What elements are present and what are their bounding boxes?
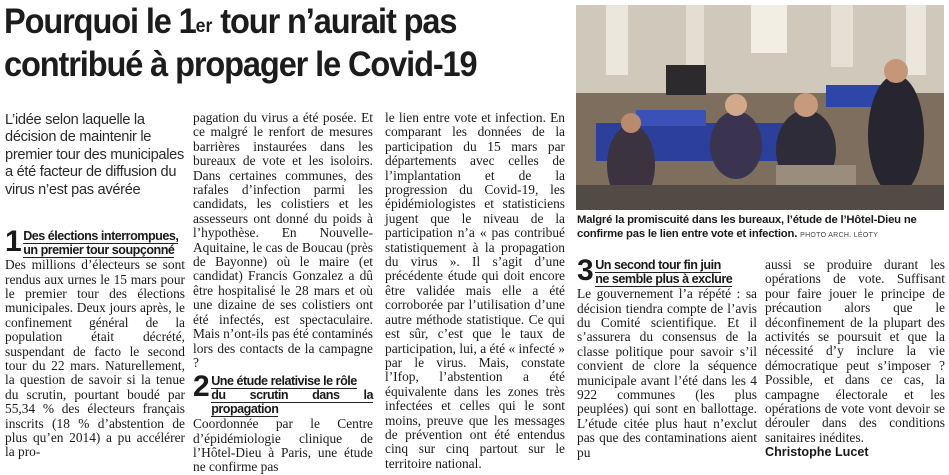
section-title-line: ne semble plus à exclure — [595, 271, 733, 286]
section-1-text-a: Des millions d’électeurs se sont rendus aux urnes le 15 mars pour le premier tour des élections municipales. Deux jours après, le confinement général de la population était décrété, suspendant de facto le second tour du 22 mars. Naturellement, la question de savoir si la tenue du scrutin, pourtant boudé par 55,34 % des électeurs français inscrits (18 % d’abstention de plus qu’en 2014) a pu accélérer la pro- — [5, 257, 185, 460]
section-1-text-b: pagation du virus a été posée. Et ce malgré le renfort de mesures barrières instaurées dans les bureaux de vote et les isoloirs. Dans certaines communes, des rafales d’infection parmi les candidats, les colistiers et les assesseurs ont donné du poids à l’hypothèse. En Nouvelle-Aquitaine, le cas de Boucau (près de Bayonne) où le maire (et candidat) Francis Gonzalez a dû être hospitalisé le 28 mars et où une dizaine de ses colistiers ont été infectés, est spectaculaire. Mais n’ont-ils pas été contaminés lors des contacts de la campagne ? — [193, 110, 373, 370]
headline-line-1 — [4, 0, 534, 43]
section-heading-1 — [5, 225, 185, 258]
section-2-text-a: Coordonnée par le Centre d’épidémiologie clinique de l’Hôtel-Dieu à Paris, une étude ne confirme pas — [193, 416, 373, 475]
headline-part: tour n’aurait pas — [212, 2, 457, 41]
section-3-text-b: aussi se produire durant les opérations de vote. Suffisant pour faire jouer le principe de précaution alors que le déconfinement de la plupart des activités se poursuit et que la nécessité d’y inclure la vie démocratique peut s’imposer ? Possible, et dans ce cas, la campagne électorale et les opérations de vote vont devoir se dérouler dans des conditions sanitaires inédites. — [765, 257, 945, 445]
photo-illustration — [576, 5, 944, 210]
section-number: 1 — [5, 225, 22, 258]
article-headline — [4, 0, 534, 86]
section-title — [23, 229, 178, 257]
column-5 — [765, 258, 945, 460]
photo-credit: PHOTO ARCH. LÉOTY — [800, 232, 879, 239]
section-title-line: du scrutin dans la propagation — [211, 387, 373, 416]
polling-station-photo — [576, 5, 944, 210]
photo-caption — [577, 213, 945, 243]
section-title-line: un premier tour soupçonné — [23, 242, 175, 257]
section-number: 3 — [577, 254, 594, 287]
section-heading-3 — [577, 254, 757, 287]
section-title — [211, 374, 373, 416]
headline-part: Pourquoi le 1 — [4, 2, 196, 41]
headline-superscript: er — [195, 16, 213, 37]
caption-text: Malgré la promiscuité dans les bureaux, l’étude de l’Hôtel-Dieu ne confirme pas le lien entre vote et infection. — [577, 214, 917, 240]
column-3 — [385, 111, 565, 471]
section-number: 2 — [193, 370, 210, 404]
headline-line-2: contribué à propager le Covid-19 — [4, 45, 477, 84]
section-heading-2 — [193, 370, 373, 416]
section-title — [595, 258, 732, 286]
column-2 — [193, 111, 373, 475]
section-3-text-a: Le gouvernement l’a répété : sa décision tiendra compte de l’avis du Comité scientifique. Et il s’assurera du consensus de la classe politique pour savoir s’il convient de clore la séquence municipale avant l’été dans les 4 922 communes (les plus peuplées) qui sont en ballottage. L’étude citée plus haut n’exclut pas que des contaminations aient pu — [577, 286, 757, 460]
column-1 — [5, 225, 185, 460]
section-title-line: Une étude relativise le rôle — [211, 374, 357, 389]
section-2-text-b: le lien entre vote et infection. En comparant les données de la participation du 15 mars par départements avec celles de l’implantation et de la progression du Covid-19, les épidémiologistes et statisticiens jugent que le niveau de la participation n’a « pas contribué statistiquement à la propagation du virus ». Il s’agit d’une précédente étude qui doit encore être validée mais elle a été corroborée par l’utilisation d’une autre méthode statistique. Ce qui est sûr, c’est que le taux de participation, lui, a été « infecté » par le virus. Mais, constate l’Ifop, l’abstention a été équivalente dans les zones très infectées et celles qui le sont moins, preuve que les messages de prévention ont été entendus cinq sur cinq partout sur le territoire national. — [385, 110, 565, 471]
section-title-line: Un second tour fin juin — [595, 258, 721, 272]
author-signature: Christophe Lucet — [765, 445, 869, 460]
article-lead: L’idée selon laquelle la décision de maintenir le premier tour des municipales a été facteur de diffusion du virus n’est pas avérée — [5, 112, 184, 198]
column-4 — [577, 254, 757, 460]
section-title-line: Des élections interrompues, — [23, 229, 179, 243]
